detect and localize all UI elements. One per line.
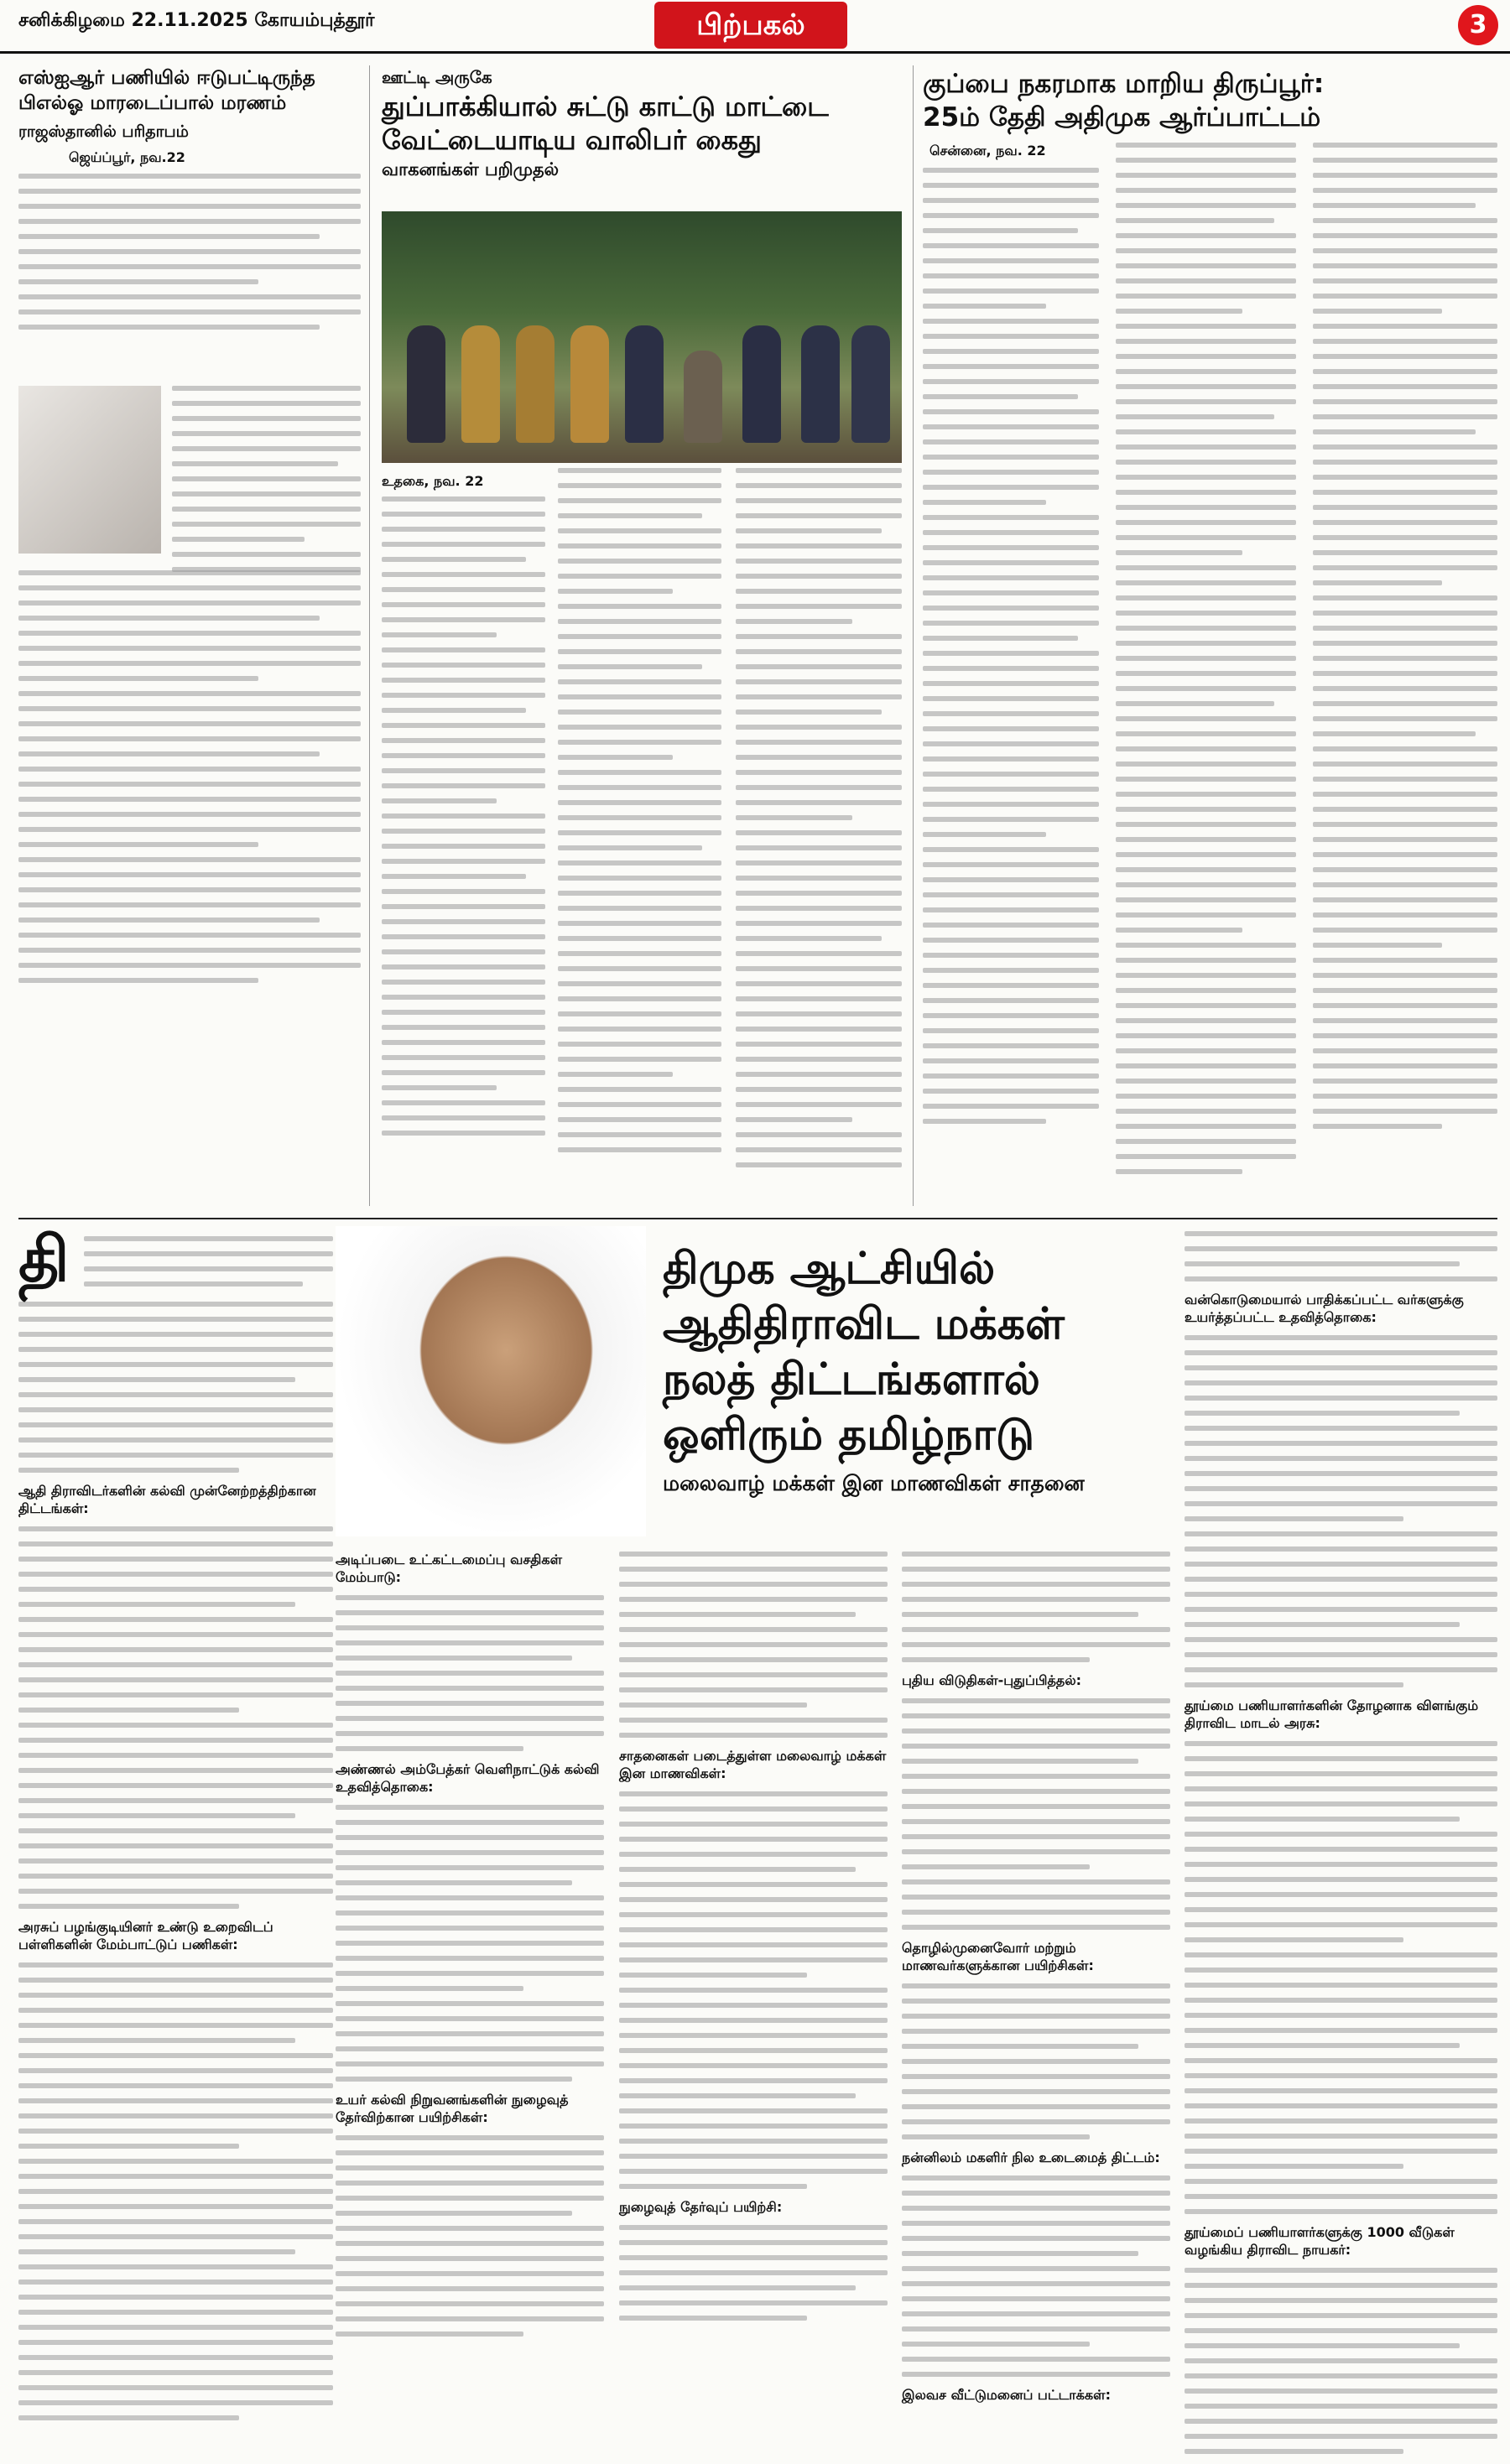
gun-dateline: உதகை, நவ. 22: [382, 473, 484, 489]
column-divider: [369, 65, 370, 1206]
masthead: [0, 0, 1510, 54]
dmk-section-text: [902, 1698, 1170, 1930]
dmk-col-2: [336, 1552, 604, 2347]
esr-body-bottom: [18, 570, 361, 993]
dmk-headline-3: நலத் திட்டங்களால்: [663, 1354, 1040, 1405]
story-esr: [18, 65, 361, 340]
dmk-section-text: [336, 1805, 604, 2082]
dmk-section-heading: நன்னிலம் மகளிர் நில உடைமைத் திட்டம்:: [902, 2150, 1160, 2165]
dmk-intro-text-2: [18, 1297, 333, 1473]
dmk-left-column: [18, 1224, 333, 2430]
dmk-section-heading: புதிய விடுதிகள்-புதுப்பித்தல்:: [902, 1672, 1082, 1688]
dmk-section-text: [902, 2175, 1170, 2377]
dmk-section-text: [619, 1552, 888, 1738]
section-divider: [18, 1218, 1497, 1219]
tirupur-col-1: [923, 168, 1099, 1134]
dmk-section-text: [336, 2135, 604, 2337]
story-tirupur: [923, 67, 1497, 134]
gun-col-1: [382, 496, 545, 1146]
dmk-section-heading: அடிப்படை உட்கட்டமைப்பு வசதிகள் மேம்பாடு:: [336, 1552, 563, 1585]
dmk-section-heading: சாதனைகள் படைத்துள்ள மலைவாழ் மக்கள் இன மாணவிகள்:: [619, 1748, 887, 1781]
dmk-intro-text: [84, 1231, 333, 1287]
dmk-subhead: மலைவாழ் மக்கள் இன மாணவிகள் சாதனை: [663, 1471, 1085, 1495]
tirupur-headline-2: 25ம் தேதி அதிமுக ஆர்ப்பாட்டம்: [923, 102, 1321, 133]
dmk-section-text: [902, 1983, 1170, 2139]
gun-headline-1: துப்பாக்கியால் சுட்டு காட்டு மாட்டை: [382, 91, 829, 122]
cm-portrait-photo: [336, 1226, 646, 1536]
dmk-section-heading: தொழில்முனைவோர் மற்றும் மாணவர்களுக்கான பயிற்சிகள்:: [902, 1940, 1094, 1973]
dmk-section-heading: ஆதி திராவிடர்களின் கல்வி முன்னேற்றத்திற்கான திட்டங்கள்:: [18, 1483, 316, 1516]
hand-photo: [18, 386, 161, 554]
dmk-section-heading: நுழைவுத் தேர்வுப் பயிற்சி:: [619, 2199, 783, 2215]
dmk-section-heading: அண்ணல் அம்பேத்கர் வெளிநாட்டுக் கல்வி உதவித்தொகை:: [336, 1761, 600, 1795]
page-number-badge: 3: [1458, 5, 1498, 45]
dmk-headline-block: [663, 1241, 1153, 1496]
gun-col-2: [558, 468, 721, 1162]
dmk-headline-2: ஆதிதிராவிட மக்கள்: [663, 1299, 1065, 1349]
esr-subhead: ராஜஸ்தானில் பரிதாபம்: [18, 122, 189, 141]
gun-headline-2: வேட்டையாடிய வாலிபர் கைது: [382, 124, 762, 156]
story-gun: [382, 67, 902, 182]
esr-headline-2: பிஎல்ஓ மாரடைப்பால் மரணம்: [18, 92, 287, 114]
dmk-col-3: [619, 1552, 888, 2331]
dmk-col-4: [902, 1552, 1170, 2404]
esr-dateline: ஜெய்ப்பூர், நவ.22: [69, 149, 185, 165]
tirupur-col-3: [1313, 143, 1497, 1139]
dmk-section-heading: தூய்மை பணியாளர்களின் தோழனாக விளங்கும் திராவிட மாடல் அரசு:: [1185, 1697, 1479, 1731]
dmk-section-heading: உயர் கல்வி நிறுவனங்களின் நுழைவுத் தேர்விற்கான பயிற்சிகள்:: [336, 2092, 569, 2125]
dmk-section-text: [336, 1595, 604, 1751]
tirupur-dateline: சென்னை, நவ. 22: [929, 143, 1046, 159]
dmk-section-text: [902, 1552, 1170, 1662]
column-divider: [913, 65, 914, 1206]
dmk-headline-4: ஒளிரும் தமிழ்நாடு: [663, 1410, 1035, 1460]
dmk-dropcap: தி: [18, 1224, 70, 1296]
issue-date: சனிக்கிழமை 22.11.2025 கோயம்புத்தூர்: [18, 10, 375, 31]
arrest-photo: [382, 211, 902, 463]
dmk-section-text: [619, 2225, 888, 2321]
dmk-section-text: [18, 1962, 333, 2420]
dmk-section-text: [619, 1791, 888, 2189]
tirupur-headline-1: குப்பை நகரமாக மாறிய திருப்பூர்:: [923, 69, 1325, 99]
dmk-section-heading: தூய்மைப் பணியாளர்களுக்கு 1000 வீடுகள் வழங்கிய திராவிட நாயகர்:: [1185, 2224, 1455, 2258]
gun-subhead: வாகனங்கள் பறிமுதல்: [382, 159, 560, 179]
newspaper-logo: பிற்பகல்: [654, 2, 847, 49]
dmk-headline-1: திமுக ஆட்சியில்: [663, 1244, 996, 1294]
dmk-section-heading: இலவச வீட்டுமனைப் பட்டாக்கள்:: [902, 2387, 1111, 2403]
esr-body-wrap: [172, 386, 361, 582]
gun-kicker: ஊட்டி அருகே: [382, 67, 492, 87]
dmk-section-text: [1185, 1231, 1497, 1281]
esr-body-top: [18, 174, 361, 330]
dmk-section-text: [1185, 2268, 1497, 2454]
dmk-section-heading: வன்கொடுமையால் பாதிக்கப்பட்ட வர்களுக்கு உயர்த்தப்பட்ட உதவித்தொகை:: [1185, 1292, 1464, 1325]
dmk-section-text: [1185, 1335, 1497, 1687]
tirupur-col-2: [1116, 143, 1296, 1184]
dmk-section-heading: அரசுப் பழங்குடியினர் உண்டு உறைவிடப் பள்ளிகளின் மேம்பாட்டுப் பணிகள்:: [18, 1919, 273, 1952]
dmk-col-5: [1185, 1231, 1497, 2464]
dmk-section-text: [18, 1526, 333, 1909]
gun-col-3: [736, 468, 902, 1177]
esr-headline-1: எஸ்ஐஆர் பணியில் ஈடுபட்டிருந்த: [18, 67, 315, 89]
dmk-section-text: [1185, 1741, 1497, 2214]
